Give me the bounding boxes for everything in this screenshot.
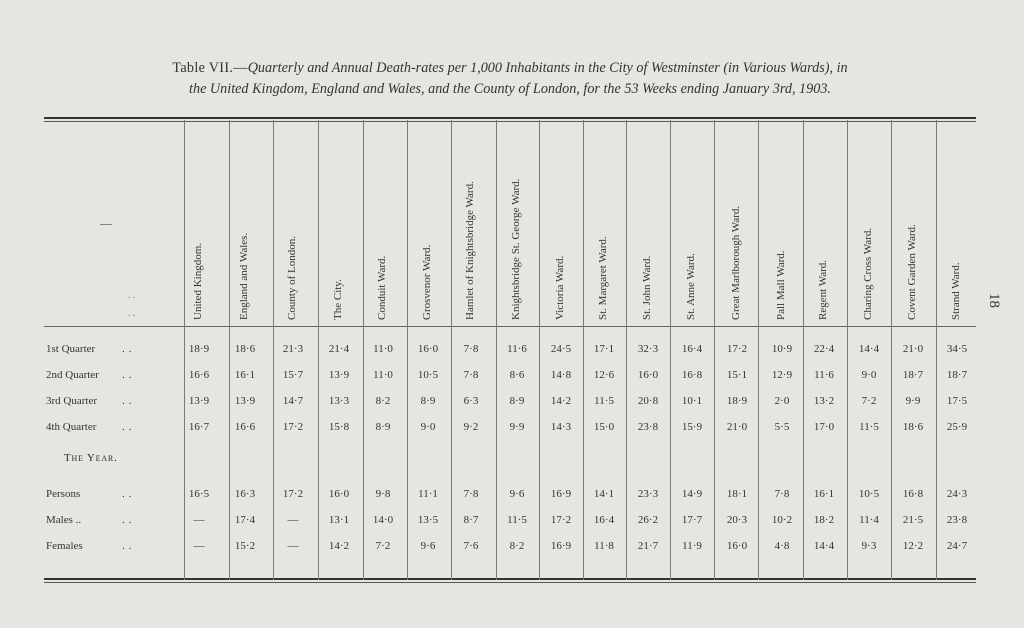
table-cell: 12·2 [902,540,924,552]
table-cell: — [193,514,205,526]
table-cell: 17·0 [813,421,835,433]
table-cell: 18·6 [234,343,256,355]
table-cell: 16·3 [234,488,256,500]
table-cell: 8·2 [375,395,391,407]
table-cell: 17·1 [593,343,615,355]
table-cell: 8·9 [375,421,391,433]
column-header: Pall Mall Ward. [775,250,787,320]
table-cell: 13·3 [328,395,350,407]
table-cell: 17·2 [550,514,572,526]
table-cell: 15·1 [726,369,748,381]
table-cell: 18·7 [902,369,924,381]
table-cell: 14·4 [813,540,835,552]
table-cell: 11·5 [859,421,879,433]
table-cell: 16·6 [188,369,210,381]
table-cell: 14·3 [550,421,572,433]
table-cell: 16·8 [902,488,924,500]
table-cell: 24·3 [946,488,968,500]
table-cell: 7·2 [375,540,391,552]
table-cell: 18·7 [946,369,968,381]
table-caption [30,58,990,100]
page-number: 18 [986,293,1002,308]
table-cell: 8·9 [420,395,436,407]
table-cell: 17·2 [282,488,304,500]
table-cell: 15·2 [234,540,256,552]
table-cell: 9·8 [375,488,391,500]
table-cell: 16·0 [417,343,439,355]
row-leader-dots: .. [122,395,136,407]
table-cell: 17·5 [946,395,968,407]
row-leader-dots: .. [122,343,136,355]
column-header: Grosvenor Ward. [421,244,433,320]
table-cell: 16·7 [188,421,210,433]
row-label-text: 1st Quarter [46,343,96,355]
table-cell: 11·9 [682,540,702,552]
table-cell: 15·7 [282,369,304,381]
column-divider [714,120,715,580]
table-cell: 9·6 [509,488,525,500]
table-cell: 16·1 [813,488,835,500]
column-header: Covent Garden Ward. [906,224,918,320]
top-rule [44,117,976,119]
column-divider [670,120,671,580]
table-cell: 11·6 [814,369,834,381]
table-cell: 16·5 [188,488,210,500]
table-cell: 6·3 [463,395,479,407]
row-label [46,540,136,552]
table-cell: 9·2 [463,421,479,433]
column-header: Hamlet of Knightsbridge Ward. [464,181,476,320]
table-cell: 23·3 [637,488,659,500]
column-divider [758,120,759,580]
table-cell: 11·5 [594,395,614,407]
row-label-text: 2nd Quarter [46,369,99,381]
row-label-text: Females [46,540,83,552]
table-cell: 17·4 [234,514,256,526]
caption-line-1: Quarterly and Annual Death-rates per 1,000 Inhabitants in the City of Westminster (in Various Wards), in [247,60,848,76]
column-header: Great Marlborough Ward. [730,205,742,320]
table-cell: 5·5 [774,421,790,433]
table-cell: 24·5 [550,343,572,355]
row-label-text: 4th Quarter [46,421,97,433]
table-cell: 14·4 [858,343,880,355]
table-cell: 21·7 [637,540,659,552]
table-cell: 16·0 [328,488,350,500]
table-cell: 11·6 [507,343,527,355]
table-cell: 8·7 [463,514,479,526]
table-cell: 34·5 [946,343,968,355]
table-cell: 15·8 [328,421,350,433]
table-cell: 17·2 [726,343,748,355]
column-header: Conduit Ward. [376,255,388,320]
column-header: Knightsbridge St. George Ward. [510,178,522,320]
row-leader-dots: .. [122,488,136,500]
table-cell: 12·9 [771,369,793,381]
stub-dots: .. [128,290,137,301]
table-cell: 13·9 [234,395,256,407]
table-cell: 21·3 [282,343,304,355]
section-label-the-year: The Year. [64,452,118,464]
table-cell: 20·8 [637,395,659,407]
column-header: The City. [332,279,344,320]
table-cell: 2·0 [774,395,790,407]
table-cell: 11·0 [373,369,393,381]
table-cell: 12·6 [593,369,615,381]
table-cell: 16·0 [637,369,659,381]
row-leader-dots: .. [122,369,136,381]
table-cell: 4·8 [774,540,790,552]
column-header: Strand Ward. [950,262,962,320]
table-cell: 16·8 [681,369,703,381]
column-header: St. Anne Ward. [685,253,697,320]
row-label [46,343,136,355]
table-cell: 13·9 [328,369,350,381]
table-cell: 17·2 [282,421,304,433]
table-cell: 21·0 [726,421,748,433]
table-cell: 16·4 [681,343,703,355]
table-cell: 21·0 [902,343,924,355]
table-cell: 14·7 [282,395,304,407]
table-cell: 10·5 [417,369,439,381]
column-header: United Kingdom. [192,243,204,320]
table-cell: 21·4 [328,343,350,355]
column-header: Victoria Ward. [554,255,566,320]
row-leader-dots: .. [122,421,136,433]
table-cell: 13·2 [813,395,835,407]
row-label [46,395,136,407]
table-cell: — [287,514,299,526]
row-label [46,369,136,381]
table-cell: 11·1 [418,488,438,500]
row-leader-dots: .. [122,540,136,552]
table-cell: 10·2 [771,514,793,526]
table-cell: 11·8 [594,540,614,552]
table-cell: 22·4 [813,343,835,355]
bottom-rule-thin [44,582,976,583]
table-cell: 9·6 [420,540,436,552]
table-cell: 7·6 [463,540,479,552]
table-cell: 14·1 [593,488,615,500]
table-cell: 7·2 [861,395,877,407]
table-cell: 18·6 [902,421,924,433]
column-header: England and Wales. [238,232,250,320]
table-cell: 16·1 [234,369,256,381]
stub-header: — [100,216,112,230]
table-cell: 18·9 [188,343,210,355]
table-cell: 26·2 [637,514,659,526]
table-cell: 11·0 [373,343,393,355]
table-cell: 8·6 [509,369,525,381]
column-divider [847,120,848,580]
column-header: County of London. [286,235,298,320]
table-cell: 7·8 [463,369,479,381]
table-cell: 7·8 [463,343,479,355]
table-cell: 14·0 [372,514,394,526]
table-cell: 25·9 [946,421,968,433]
column-header: Charing Cross Ward. [862,227,874,320]
column-header: St. John Ward. [641,255,653,320]
row-label-text: Persons [46,488,81,500]
table-cell: 16·9 [550,540,572,552]
table-cell: 10·1 [681,395,703,407]
column-header: Regent Ward. [817,259,829,320]
table-cell: 7·8 [774,488,790,500]
table-cell: — [287,540,299,552]
table-cell: 16·6 [234,421,256,433]
column-divider [539,120,540,580]
column-divider [891,120,892,580]
table-cell: 16·9 [550,488,572,500]
table-cell: 16·4 [593,514,615,526]
caption-line-2: the United Kingdom, England and Wales, and the County of London, for the 53 Weeks ending January 3rd, 1903. [189,81,831,97]
row-leader-dots: .. [122,514,136,526]
table-cell: 18·1 [726,488,748,500]
table-cell: 17·7 [681,514,703,526]
table-cell: 9·0 [861,369,877,381]
table-cell: 15·0 [593,421,615,433]
row-label-text: Males .. [46,514,82,526]
row-label [46,421,136,433]
table-cell: 13·9 [188,395,210,407]
table-cell: 20·3 [726,514,748,526]
table-cell: 9·3 [861,540,877,552]
column-divider [626,120,627,580]
table-cell: 16·0 [726,540,748,552]
table-cell: 24·7 [946,540,968,552]
row-label [46,514,136,526]
table-cell: 13·1 [328,514,350,526]
table-cell: 7·8 [463,488,479,500]
table-cell: 18·9 [726,395,748,407]
table-cell: 23·8 [637,421,659,433]
table-cell: 15·9 [681,421,703,433]
table-cell: 10·5 [858,488,880,500]
table-cell: 8·2 [509,540,525,552]
table-number: Table VII.— [172,60,248,76]
stub-dots: .. [128,308,137,319]
table-cell: 13·5 [417,514,439,526]
table-cell: 8·9 [509,395,525,407]
table-cell: 14·8 [550,369,572,381]
table-cell: 9·9 [509,421,525,433]
table-cell: 10·9 [771,343,793,355]
row-label-text: 3rd Quarter [46,395,98,407]
table-cell: 23·8 [946,514,968,526]
table-cell: 18·2 [813,514,835,526]
table-cell: 14·2 [550,395,572,407]
table-cell: 11·5 [507,514,527,526]
table-cell: 9·0 [420,421,436,433]
column-header: St. Margaret Ward. [597,236,609,320]
table-cell: 14·9 [681,488,703,500]
table-cell: 9·9 [905,395,921,407]
table-cell: 14·2 [328,540,350,552]
row-label [46,488,136,500]
table-cell: 11·4 [859,514,879,526]
table-cell: 32·3 [637,343,659,355]
table-cell: — [193,540,205,552]
table-cell: 21·5 [902,514,924,526]
